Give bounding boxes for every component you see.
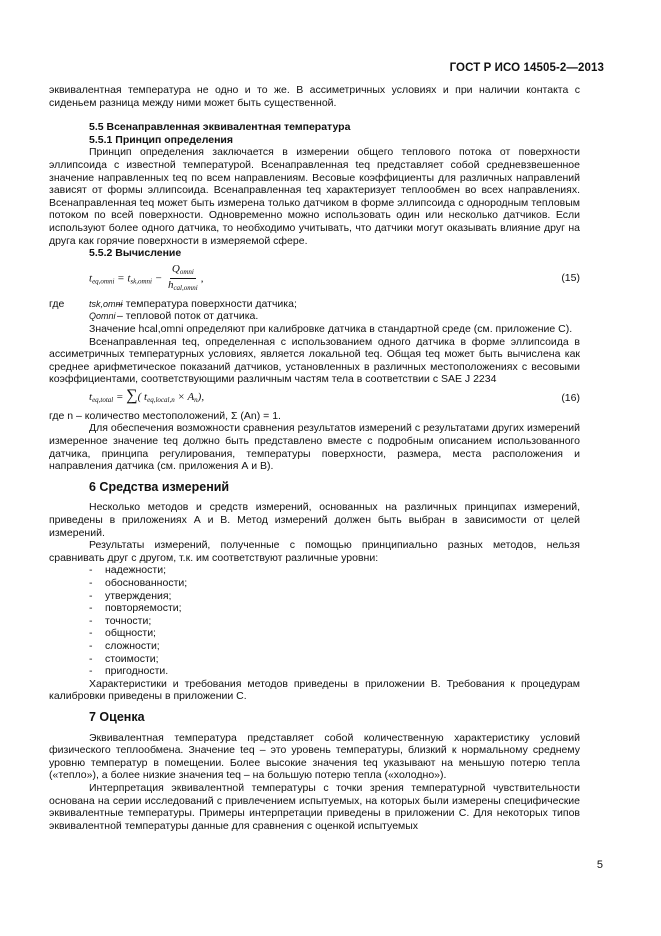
formula-16-number: (16) [561,391,580,404]
section-5-5-1-title: 5.5.1 Принцип определения [89,133,234,146]
where-n-line: где n – количество местоположений, Σ (An) = 1. [49,409,281,422]
list-item: - пригодности. [89,665,580,678]
list-item: - общности; [89,627,580,640]
s6-paragraph-3: Характеристики и требования методов приведены в приложении В. Требования к процедурам калибровки приведены в приложении С. [49,677,580,703]
s6-paragraph-1: Несколько методов и средств измерений, основанных на различных принципах измерений, приведены в приложениях А и В. Метод измерений должен быть выбран в зависимости от целей измерений. [49,501,580,539]
list-item: - утверждения; [89,590,580,603]
section-7-title: 7 Оценка [89,709,145,724]
s7-paragraph-2: Интерпретация эквивалентной температуры с точки зрения температурной чувствительности основана на серии исследований с привлечением испытуемых, на которых были измерены специфические эквивалентные температуры. Примеры интерпретации приведены в приложении С. Для некоторых типов эквивалентной температуры данные для сравнения с оценкой испытуемых [49,781,580,832]
intro-paragraph: эквивалентная температура не одно и то же. В ассиметричных условиях и при наличии контакта с сиденьем разница между ними может быть существенной. [49,84,580,109]
s6-paragraph-2: Результаты измерений, полученные с помощью принципиально разных методов, нельзя сравнивать друг с другом, т.к. им соответствуют различные уровни: [49,539,580,564]
comparison-paragraph: Для обеспечения возможности сравнения результатов измерений с результатами других измерений измеренное значение teq должно быть представлено вместе с подробным описанием использованного датчика, принципа регулирования, температуры поверхности, размера, места расположения и направления датчика (см. приложения А и В). [49,422,580,473]
calibration-paragraph: Значение hcal,omni определяют при калибровке датчика в стандартной среде (см. приложение С). [89,322,573,335]
section-5-5-title: 5.5 Всенаправленная эквивалентная температура [89,121,351,134]
list-item: - точности; [89,615,580,628]
page-body [49,84,580,832]
omni-local-paragraph: Всенаправленная teq, определенная с использованием одного датчика в форме эллипсоида в ассиметричных температурных условиях, является локальной teq. Общая teq может быть вычислена как среднее арифметическое показаний датчиков, установленных в различных местоположениях с весовыми коэффициентами, соответствующими различным частям тела в соответствии с SAE J 2234 [49,335,580,386]
levels-list [49,564,580,677]
list-item: - стоимости; [89,653,580,666]
list-item: - сложности; [89,640,580,653]
list-item: - надежности; [89,564,580,577]
section-6-title: 6 Средства измерений [89,479,230,494]
list-item: - повторяемости; [89,602,580,615]
formula-definitions: где tsk,omni – температура поверхности датчика; Qomni – тепловой поток от датчика. [49,297,297,323]
section-5-5-2-title: 5.5.2 Вычисление [89,247,182,260]
formula-15-number: (15) [561,272,580,285]
principle-paragraph: Принцип определения заключается в измерении общего теплового потока от поверхности эллипсоида с известной температурой. Всенаправленная teq представляет собой средневзвешенное значение направленных teq по всем направлениям. Весовые коэффициенты для различных направлений зависят от формы эллипсоида. Всенаправленная teq характеризует теплообмен во всех направлениях. Всенаправленная teq может быть измерена только датчиком в форме эллипсоида с однородным тепловым потоком по всей поверхности. Одновременно можно использовать один или несколько датчиков. Если используют более одного датчика, то необходимо учитывать, что датчики могут оказывать влияние друг на друга как горячие поверхности в измеряемой сфере. [49,146,580,247]
s7-paragraph-1: Эквивалентная температура представляет собой количественную характеристику условий физического теплообмена. Значение teq – это уровень температуры, близкий к нормальному среднему уровню температур в помещении. Более высокие значения teq указывают на меньшую потерю тепла («тепло»), а более низкие значения teq – на большую потерю тепла («холодно»). [49,731,580,782]
formula-15: $t_{eq,omni} = t_{sk,omni}$ − $\frac{Q_{omni}}{h_{cal,omni}}$ , (15) [89,262,580,293]
document-header: ГОСТ Р ИСО 14505-2—2013 [449,62,604,74]
formula-16: $t_{eq,total}$ = ∑( $t_{eq,local,n} \times A_n$), (16) [89,386,580,404]
list-item: - обоснованности; [89,577,580,590]
page-number: 5 [596,859,603,871]
